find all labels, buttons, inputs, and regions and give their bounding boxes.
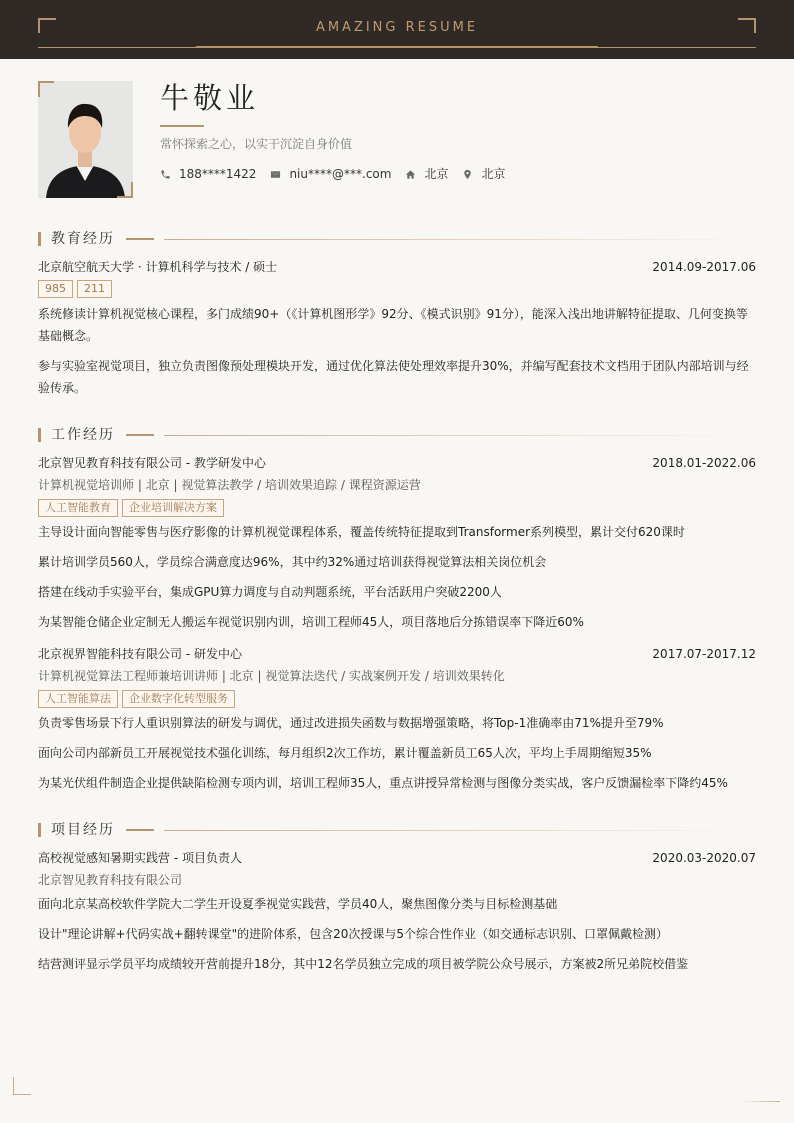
project-entry bbox=[38, 850, 756, 866]
candidate-name: 牛敬业 bbox=[160, 81, 260, 115]
project-name: 高校视觉感知暑期实践营 - 项目负责人 bbox=[38, 851, 242, 865]
home-icon bbox=[405, 169, 416, 180]
section-rule bbox=[164, 239, 754, 240]
education-tags bbox=[38, 280, 116, 298]
contact-phone bbox=[160, 166, 256, 182]
project-item: 设计"理论讲解+代码实战+翻转课堂"的进阶体系，包含20次授课与5个综合性作业（如交通标志识别、口罩佩戴检测） bbox=[38, 927, 669, 941]
section-marker bbox=[38, 232, 41, 246]
mail-icon bbox=[270, 169, 281, 180]
photo-frame-corner-top bbox=[38, 81, 54, 97]
contact-info bbox=[160, 166, 519, 182]
job-item: 主导设计面向智能零售与医疗影像的计算机视觉课程体系，覆盖传统特征提取到Transformer系列模型，累计交付620课时 bbox=[38, 525, 685, 539]
school-name: 北京航空航天大学 · 计算机科学与技术 / 硕士 bbox=[38, 260, 278, 274]
job-date: 2018.01-2022.06 bbox=[652, 456, 756, 470]
tag: 211 bbox=[77, 280, 112, 298]
job-tags bbox=[38, 690, 239, 708]
phone-icon bbox=[160, 169, 171, 180]
tag: 985 bbox=[38, 280, 73, 298]
header-title: AMAZING RESUME bbox=[315, 20, 479, 35]
job-item: 搭建在线动手实验平台，集成GPU算力调度与自动判题系统，平台活跃用户突破2200人 bbox=[38, 585, 502, 599]
education-date: 2014.09-2017.06 bbox=[652, 260, 756, 274]
tag: 人工智能算法 bbox=[38, 690, 118, 708]
page-corner-bottom-right bbox=[742, 1101, 780, 1102]
project-item: 面向北京某高校软件学院大二学生开设夏季视觉实践营，学员40人，聚焦图像分类与目标检测基础 bbox=[38, 897, 558, 911]
company-name: 北京视界智能科技有限公司 - 研发中心 bbox=[38, 647, 242, 661]
name-underline bbox=[160, 125, 204, 127]
profile-photo bbox=[38, 81, 133, 198]
education-paragraph: 系统修读计算机视觉核心课程，多门成绩90+（《计算机图形学》92分、《模式识别》91分），能深入浅出地讲解特征提取、几何变换等基础概念。 bbox=[38, 307, 748, 343]
email-address: niu****@***.com bbox=[289, 167, 392, 181]
resume-header bbox=[0, 0, 794, 59]
tag: 人工智能教育 bbox=[38, 499, 118, 517]
section-dash bbox=[126, 238, 154, 240]
section-rule bbox=[164, 830, 754, 831]
project-date: 2020.03-2020.07 bbox=[652, 851, 756, 865]
job-item: 负责零售场景下行人重识别算法的研发与调优，通过改进损失函数与数据增强策略，将Top-1准确率由71%提升至79% bbox=[38, 716, 664, 730]
section-marker bbox=[38, 428, 41, 442]
job-item: 累计培训学员560人，学员综合满意度达96%，其中约32%通过培训获得视觉算法相关岗位机会 bbox=[38, 555, 547, 569]
job-item: 面向公司内部新员工开展视觉技术强化训练，每月组织2次工作坊，累计覆盖新员工65人次，平均上手周期缩短35% bbox=[38, 746, 652, 760]
section-rule bbox=[164, 435, 754, 436]
project-item: 结营测评显示学员平均成绩较开营前提升18分，其中12名学员独立完成的项目被学院公众号展示，方案被2所兄弟院校借鉴 bbox=[38, 957, 689, 971]
header-divider-accent bbox=[196, 46, 598, 48]
avatar bbox=[38, 81, 133, 198]
section-title: 教育经历 bbox=[51, 231, 115, 247]
section-dash bbox=[126, 434, 154, 436]
job-role: 计算机视觉培训师 | 北京 | 视觉算法教学 / 培训效果追踪 / 课程资源运营 bbox=[38, 478, 421, 492]
section-title: 工作经历 bbox=[51, 427, 115, 443]
tag: 企业培训解决方案 bbox=[122, 499, 224, 517]
education-entry bbox=[38, 259, 756, 275]
job-date: 2017.07-2017.12 bbox=[652, 647, 756, 661]
section-dash bbox=[126, 829, 154, 831]
section-education-header bbox=[38, 231, 756, 247]
tag: 企业数字化转型服务 bbox=[122, 690, 235, 708]
job-item: 为某光伏组件制造企业提供缺陷检测专项内训，培训工程师35人，重点讲授异常检测与图像分类实战，客户反馈漏检率下降约45% bbox=[38, 776, 728, 790]
job-entry bbox=[38, 455, 756, 471]
job-item: 为某智能仓储企业定制无人搬运车视觉识别内训，培训工程师45人，项目落地后分拣错误率下降近60% bbox=[38, 615, 584, 629]
portrait-illustration bbox=[38, 81, 133, 198]
job-role: 计算机视觉算法工程师兼培训讲师 | 北京 | 视觉算法迭代 / 实战案例开发 / 培训效果转化 bbox=[38, 669, 505, 683]
job-entry bbox=[38, 646, 756, 662]
contact-email bbox=[270, 166, 391, 182]
section-title: 项目经历 bbox=[51, 822, 115, 838]
hometown: 北京 bbox=[424, 167, 449, 181]
contact-location bbox=[462, 166, 505, 182]
photo-frame-corner-bottom bbox=[117, 182, 133, 198]
project-org: 北京智见教育科技有限公司 bbox=[38, 873, 183, 887]
job-tags bbox=[38, 499, 228, 517]
location: 北京 bbox=[481, 167, 506, 181]
phone-number: 188****1422 bbox=[179, 167, 257, 181]
location-pin-icon bbox=[462, 169, 473, 180]
page-corner-bottom-left bbox=[13, 1077, 31, 1095]
candidate-motto: 常怀探索之心，以实干沉淀自身价值 bbox=[160, 137, 353, 151]
company-name: 北京智见教育科技有限公司 - 教学研发中心 bbox=[38, 456, 266, 470]
section-marker bbox=[38, 823, 41, 837]
section-work-header bbox=[38, 427, 756, 443]
contact-hometown bbox=[405, 166, 448, 182]
section-project-header bbox=[38, 822, 756, 838]
education-paragraph: 参与实验室视觉项目，独立负责图像预处理模块开发，通过优化算法使处理效率提升30%，并编写配套技术文档用于团队内部培训与经验传承。 bbox=[38, 359, 749, 395]
